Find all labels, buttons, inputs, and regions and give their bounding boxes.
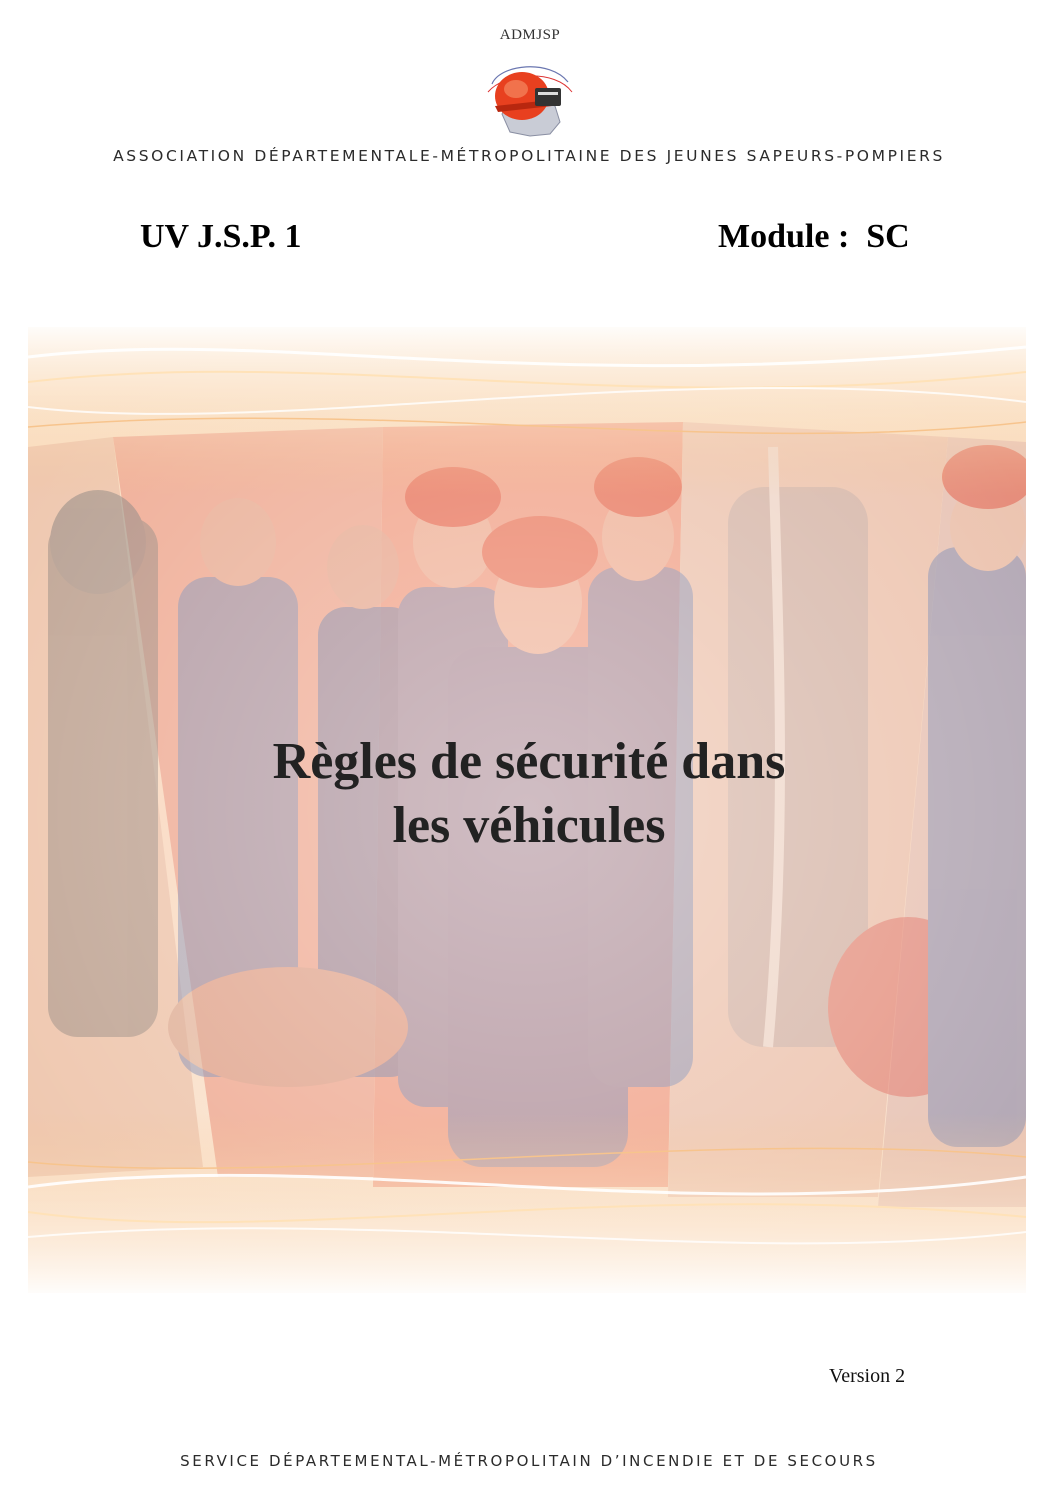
association-name: ASSOCIATION DÉPARTEMENTALE-MÉTROPOLITAINE DES JEUNES SAPEURS-POMPIERS <box>113 147 945 165</box>
title-line-2: les véhicules <box>392 797 666 854</box>
title-line-1: Règles de sécurité dans <box>272 733 786 790</box>
uv-label: UV J.S.P. 1 <box>140 218 302 255</box>
module-label: Module : SC <box>718 218 910 255</box>
version-label: Version 2 <box>829 1365 906 1387</box>
document-title <box>0 730 1058 858</box>
service-name: SERVICE DÉPARTEMENTAL-MÉTROPOLITAIN D’INCENDIE ET DE SECOURS <box>180 1452 878 1470</box>
admjsp-logo <box>474 24 586 142</box>
helmet-icon <box>480 44 580 142</box>
logo-text: ADMJSP <box>499 27 561 43</box>
